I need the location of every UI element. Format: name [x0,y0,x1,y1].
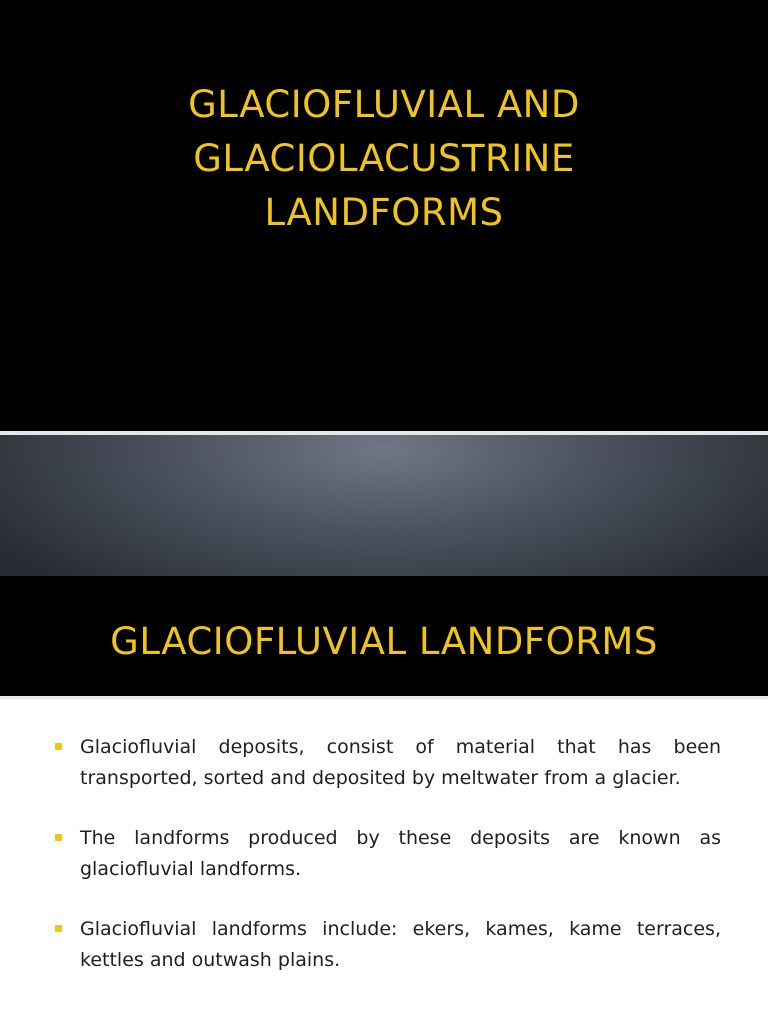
slide-title-line-3: LANDFORMS [264,191,504,234]
square-bullet-icon [55,834,62,841]
slide-title [0,78,768,240]
content-slide-heading: GLACIOFLUVIAL LANDFORMS [110,620,658,663]
bullet-list [0,732,768,1005]
bullet-item [80,914,721,976]
gradient-band [0,435,768,576]
bullet-text: The landforms produced by these deposits are known as glaciofluvial landforms. [80,827,721,880]
bullet-text: Glaciofluvial deposits, consist of material that has been transported, sorted and deposited by meltwater from a glacier. [80,736,721,789]
square-bullet-icon [55,925,62,932]
bullet-item [80,732,721,794]
bullet-text: Glaciofluvial landforms include: ekers, kames, kame terraces, kettles and outwash plains. [80,918,721,971]
slide-title-line-2: GLACIOLACUSTRINE [193,137,575,180]
square-bullet-icon [55,743,62,750]
slide-title-line-1: GLACIOFLUVIAL AND [188,83,580,126]
header-divider [0,696,768,699]
bullet-item [80,823,721,885]
